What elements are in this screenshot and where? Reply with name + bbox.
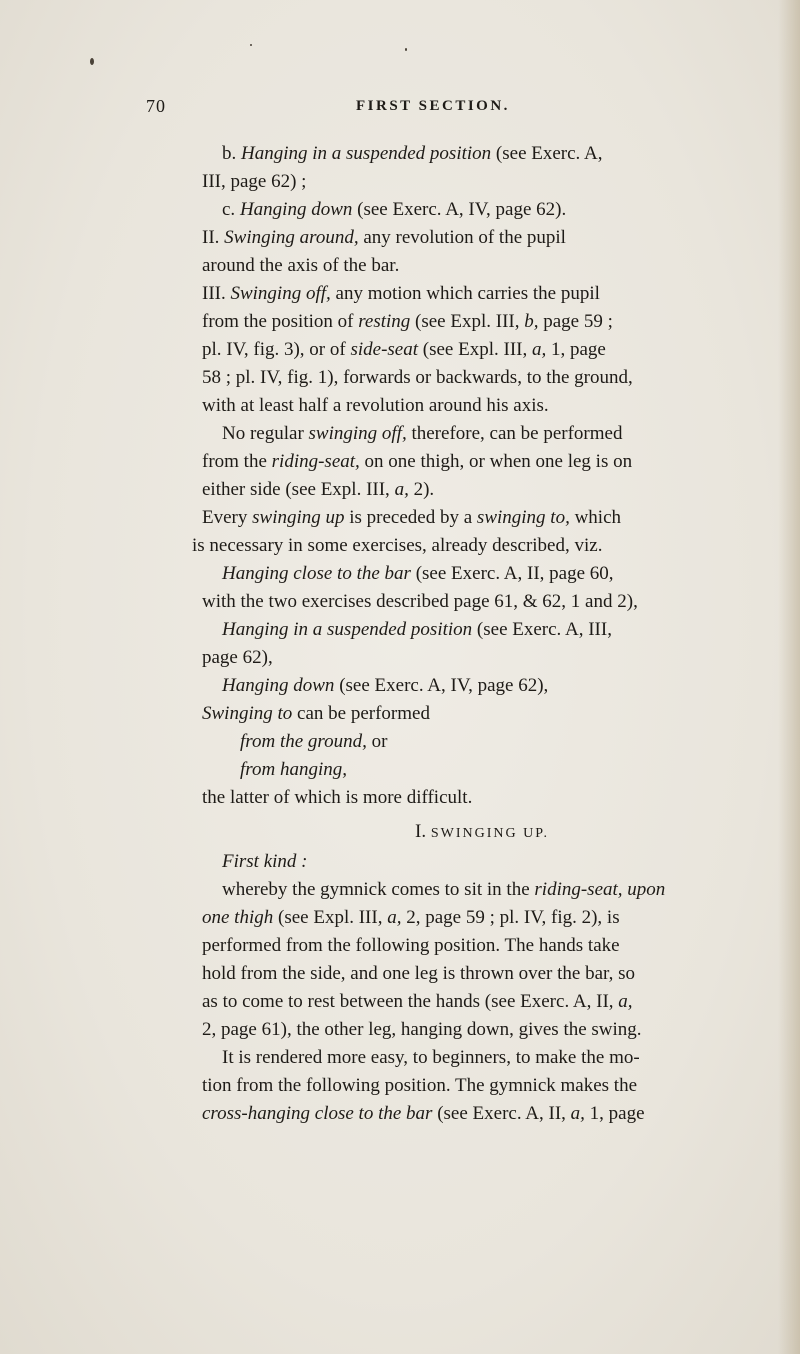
text-line: whereby the gymnick comes to sit in the riding-seat, upon	[222, 879, 666, 900]
text-line: one thigh (see Expl. III, a, 2, page 59 ; pl. IV, fig. 2), is	[202, 907, 620, 928]
text-line: either side (see Expl. III, a, 2).	[202, 479, 435, 500]
text-line: Hanging close to the bar (see Exerc. A, II, page 60,	[222, 563, 614, 584]
text-line: II. Swinging around, any revolution of the pupil	[202, 227, 566, 248]
body-text	[192, 140, 766, 1128]
text-line: page 62),	[202, 647, 273, 668]
text-line: the latter of which is more difficult.	[202, 787, 473, 808]
text-line: No regular swinging off, therefore, can be performed	[222, 423, 623, 444]
text-line: III, page 62) ;	[202, 171, 307, 192]
text-line: c. Hanging down (see Exerc. A, IV, page 62).	[222, 199, 567, 220]
text-line: as to come to rest between the hands (see Exerc. A, II, a,	[202, 991, 633, 1012]
text-line: with at least half a revolution around his axis.	[202, 395, 549, 416]
page-header	[0, 96, 800, 120]
text-line: cross-hanging close to the bar (see Exerc. A, II, a, 1, page	[202, 1103, 645, 1124]
text-line: around the axis of the bar.	[202, 255, 400, 276]
text-line: performed from the following position. The hands take	[202, 935, 620, 956]
text-line: with the two exercises described page 61, & 62, 1 and 2),	[202, 591, 638, 612]
text-line: is necessary in some exercises, already described, viz.	[192, 535, 603, 556]
text-line: 58 ; pl. IV, fig. 1), forwards or backwards, to the ground,	[202, 367, 633, 388]
page-number: 70	[146, 96, 166, 116]
text-line: First kind :	[222, 851, 308, 872]
text-line: 2, page 61), the other leg, hanging down, gives the swing.	[202, 1019, 642, 1040]
text-line: III. Swinging off, any motion which carries the pupil	[202, 283, 600, 304]
text-line: Hanging down (see Exerc. A, IV, page 62),	[222, 675, 549, 696]
section-heading: I. SWINGING UP.	[415, 821, 549, 842]
text-line: pl. IV, fig. 3), or of side-seat (see Expl. III, a, 1, page	[202, 339, 606, 360]
text-line: b. Hanging in a suspended position (see Exerc. A,	[222, 143, 603, 164]
ink-speck	[90, 58, 94, 65]
text-line: Every swinging up is preceded by a swinging to, which	[202, 507, 622, 528]
ink-speck	[250, 44, 252, 46]
text-line: Hanging in a suspended position (see Exerc. A, III,	[222, 619, 612, 640]
running-head: FIRST SECTION.	[356, 98, 510, 114]
text-line: from hanging,	[240, 759, 347, 780]
text-line: tion from the following position. The gymnick makes the	[202, 1075, 638, 1096]
ink-speck	[405, 48, 407, 51]
page-edge-shadow	[778, 0, 800, 1354]
text-line: hold from the side, and one leg is thrown over the bar, so	[202, 963, 635, 984]
text-line: Swinging to can be performed	[202, 703, 430, 724]
text-line: from the ground, or	[240, 731, 388, 752]
text-line: from the riding-seat, on one thigh, or when one leg is on	[202, 451, 633, 472]
text-line: It is rendered more easy, to beginners, to make the mo-	[222, 1047, 640, 1068]
text-line: from the position of resting (see Expl. III, b, page 59 ;	[202, 311, 613, 332]
